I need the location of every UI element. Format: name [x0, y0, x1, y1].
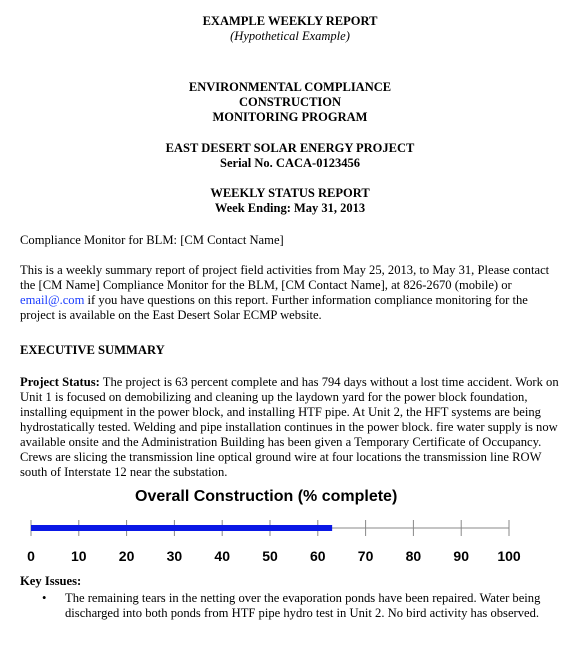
progress-bar: [31, 525, 332, 531]
chart-tick-label: 30: [166, 548, 183, 564]
week-ending: Week Ending: May 31, 2013: [214, 201, 366, 215]
chart-tick-label: 70: [357, 548, 374, 564]
email-link[interactable]: email@.com: [20, 293, 85, 307]
chart-tick-label: 40: [214, 548, 230, 564]
executive-summary-heading: EXECUTIVE SUMMARY: [20, 343, 165, 357]
intro-text-before: This is a weekly summary report of project field activities from May 25, 2013, to May 31, Please contact the [CM Name] Compliance Monitor for the BLM, [CM Contact Name], at 826-2670 (mobile) or: [20, 263, 550, 292]
status-report-title: WEEKLY STATUS REPORT: [210, 186, 370, 200]
project-status-label: Project Status:: [20, 375, 100, 389]
chart-tick-label: 50: [262, 548, 278, 564]
project-status-paragraph: [20, 375, 565, 480]
key-issue-item: [20, 591, 565, 621]
chart-tick-label: 100: [497, 548, 521, 564]
chart-tick-label: 10: [71, 548, 87, 564]
key-issues-heading: Key Issues:: [20, 574, 82, 588]
chart-title: Overall Construction (% complete): [135, 488, 398, 505]
chart-tick-labels: [27, 548, 521, 564]
chart-tick-label: 60: [310, 548, 326, 564]
program-line-1: ENVIRONMENTAL COMPLIANCE: [188, 80, 392, 94]
program-line-3: MONITORING PROGRAM: [212, 110, 368, 124]
chart-tick-label: 20: [118, 548, 135, 564]
bullet-icon: •: [42, 591, 47, 605]
project-block: [0, 141, 580, 171]
chart-tick-label: 90: [453, 548, 469, 564]
project-name: EAST DESERT SOLAR ENERGY PROJECT: [165, 141, 415, 155]
key-issue-text: The remaining tears in the netting over the evaporation ponds have been repaired. Water being discharged into both ponds from HTF pipe hydro test in Unit 2. No bird activity has observed.: [65, 591, 541, 620]
status-report-block: [0, 186, 580, 216]
chart-tick-label: 0: [27, 548, 35, 564]
program-line-2: CONSTRUCTION: [238, 95, 342, 109]
compliance-monitor-line: Compliance Monitor for BLM: [CM Contact Name]: [20, 233, 284, 247]
project-status-text: The project is 63 percent complete and has 794 days without a lost time accident. Work on Unit 1 is focused on demobilizing and cleaning up the laydown yard for the power block foundation, installing equipment in the power block, and installing HTF pipe. At Unit 2, the HFT systems are being hydrostatically tested. Welding and pipe installation continues in the power block. fire water supply is now available onsite and the Administration Building has been given a Temporary Certificate of Occupancy. Crews are slicing the transmission line optical ground wire at four locations the transmission line ROW south of Interstate 12 near the substation.: [20, 375, 559, 479]
chart-tick-label: 80: [405, 548, 422, 564]
program-block: [0, 80, 580, 125]
key-issues-list: [20, 591, 565, 621]
report-subtitle: (Hypothetical Example): [230, 29, 350, 43]
intro-paragraph: [20, 263, 565, 323]
report-header: [0, 14, 580, 44]
intro-text-after: if you have questions on this report. Further information compliance monitoring for the project is available on the East Desert Solar ECMP website.: [20, 293, 528, 322]
report-title: EXAMPLE WEEKLY REPORT: [202, 14, 378, 28]
project-serial: Serial No. CACA-0123456: [220, 156, 360, 170]
construction-progress-chart: [0, 512, 580, 572]
